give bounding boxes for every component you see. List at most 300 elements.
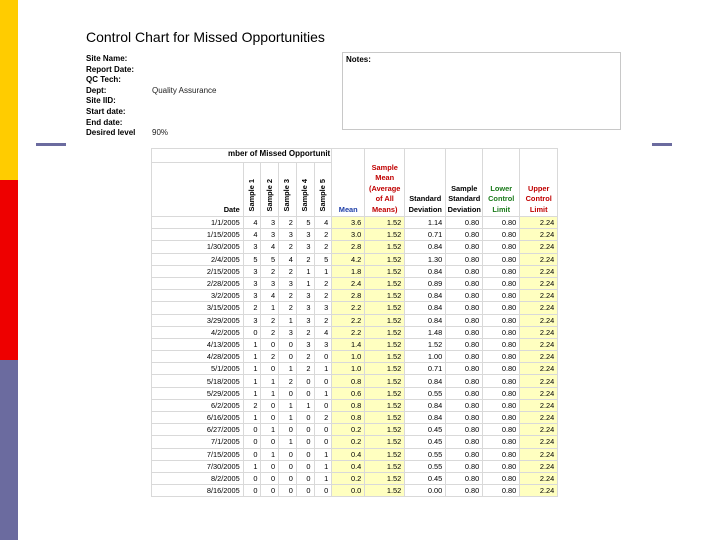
cell-sample-1: 1 — [243, 412, 261, 424]
cell-sample-1: 0 — [243, 472, 261, 484]
cell-sample-5: 0 — [314, 485, 332, 497]
table-row — [152, 265, 558, 277]
header-sample-5: Sample 5 — [314, 163, 332, 217]
cell-std-dev: 0.84 — [405, 241, 446, 253]
cell-ucl: 2.24 — [520, 253, 558, 265]
cell-lcl: 0.80 — [483, 375, 520, 387]
cell-std-dev: 0.89 — [405, 277, 446, 289]
cell-sample-mean: 1.52 — [365, 253, 405, 265]
table-row — [152, 217, 558, 229]
cell-sample-3: 1 — [279, 436, 297, 448]
info-row — [86, 86, 216, 97]
info-label: End date: — [86, 117, 123, 127]
cell-sample-5: 4 — [314, 217, 332, 229]
cell-sample-4: 0 — [296, 460, 314, 472]
cell-ucl: 2.24 — [520, 290, 558, 302]
cell-ucl: 2.24 — [520, 229, 558, 241]
cell-sample-std-dev: 0.80 — [446, 387, 483, 399]
table-row — [152, 412, 558, 424]
table-row — [152, 253, 558, 265]
cell-ucl: 2.24 — [520, 302, 558, 314]
table-row — [152, 351, 558, 363]
cell-sample-3: 3 — [279, 277, 297, 289]
cell-sample-3: 0 — [279, 448, 297, 460]
cell-sample-4: 0 — [296, 375, 314, 387]
cell-sample-3: 2 — [279, 375, 297, 387]
cell-sample-5: 1 — [314, 387, 332, 399]
cell-sample-2: 0 — [261, 485, 279, 497]
cell-sample-2: 0 — [261, 399, 279, 411]
cell-sample-mean: 1.52 — [365, 290, 405, 302]
cell-sample-2: 0 — [261, 436, 279, 448]
table-row — [152, 472, 558, 484]
cell-sample-5: 0 — [314, 375, 332, 387]
cell-sample-mean: 1.52 — [365, 485, 405, 497]
cell-lcl: 0.80 — [483, 448, 520, 460]
table-row — [152, 229, 558, 241]
cell-sample-3: 2 — [279, 217, 297, 229]
cell-sample-std-dev: 0.80 — [446, 424, 483, 436]
info-row — [86, 128, 216, 139]
cell-sample-2: 0 — [261, 363, 279, 375]
cell-sample-mean: 1.52 — [365, 472, 405, 484]
cell-std-dev: 0.84 — [405, 412, 446, 424]
cell-mean: 1.8 — [332, 265, 365, 277]
cell-ucl: 2.24 — [520, 448, 558, 460]
cell-sample-std-dev: 0.80 — [446, 472, 483, 484]
info-label: Report Date: — [86, 64, 135, 74]
cell-ucl: 2.24 — [520, 326, 558, 338]
info-label: Start date: — [86, 106, 126, 116]
cell-sample-1: 3 — [243, 314, 261, 326]
cell-sample-mean: 1.52 — [365, 277, 405, 289]
cell-sample-2: 4 — [261, 241, 279, 253]
cell-sample-mean: 1.52 — [365, 363, 405, 375]
cell-sample-mean: 1.52 — [365, 217, 405, 229]
cell-sample-mean: 1.52 — [365, 375, 405, 387]
cell-sample-std-dev: 0.80 — [446, 338, 483, 350]
cell-mean: 2.8 — [332, 241, 365, 253]
cell-sample-1: 3 — [243, 265, 261, 277]
cell-mean: 0.2 — [332, 472, 365, 484]
cell-sample-std-dev: 0.80 — [446, 375, 483, 387]
cell-lcl: 0.80 — [483, 241, 520, 253]
cell-mean: 2.8 — [332, 290, 365, 302]
cell-sample-5: 2 — [314, 229, 332, 241]
cell-sample-mean: 1.52 — [365, 302, 405, 314]
cell-sample-2: 2 — [261, 351, 279, 363]
cell-ucl: 2.24 — [520, 338, 558, 350]
cell-lcl: 0.80 — [483, 424, 520, 436]
table-row — [152, 241, 558, 253]
table-row — [152, 448, 558, 460]
cell-sample-2: 1 — [261, 448, 279, 460]
header-ucl: Upper Control Limit — [520, 149, 558, 217]
cell-sample-3: 1 — [279, 412, 297, 424]
cell-sample-std-dev: 0.80 — [446, 363, 483, 375]
cell-std-dev: 1.52 — [405, 338, 446, 350]
cell-sample-std-dev: 0.80 — [446, 217, 483, 229]
table-row — [152, 436, 558, 448]
cell-sample-3: 1 — [279, 314, 297, 326]
cell-mean: 2.4 — [332, 277, 365, 289]
cell-lcl: 0.80 — [483, 229, 520, 241]
cell-sample-std-dev: 0.80 — [446, 253, 483, 265]
cell-sample-4: 3 — [296, 229, 314, 241]
info-label: QC Tech: — [86, 75, 121, 85]
cell-sample-4: 0 — [296, 387, 314, 399]
info-label: Desired level — [86, 128, 136, 138]
cell-mean: 1.4 — [332, 338, 365, 350]
cell-sample-5: 2 — [314, 290, 332, 302]
info-value: Quality Assurance — [152, 85, 217, 95]
cell-mean: 0.8 — [332, 375, 365, 387]
cell-sample-4: 5 — [296, 217, 314, 229]
header-sample-1: Sample 1 — [243, 163, 261, 217]
cell-sample-2: 1 — [261, 375, 279, 387]
cell-sample-3: 0 — [279, 338, 297, 350]
cell-sample-5: 0 — [314, 399, 332, 411]
cell-ucl: 2.24 — [520, 265, 558, 277]
cell-lcl: 0.80 — [483, 436, 520, 448]
info-value: 90% — [152, 128, 169, 138]
cell-date: 4/2/2005 — [152, 326, 244, 338]
cell-sample-3: 1 — [279, 399, 297, 411]
cell-sample-5: 1 — [314, 265, 332, 277]
cell-date: 2/28/2005 — [152, 277, 244, 289]
cell-std-dev: 0.71 — [405, 363, 446, 375]
cell-lcl: 0.80 — [483, 399, 520, 411]
cell-ucl: 2.24 — [520, 277, 558, 289]
cell-sample-3: 0 — [279, 424, 297, 436]
cell-lcl: 0.80 — [483, 363, 520, 375]
cell-sample-std-dev: 0.80 — [446, 448, 483, 460]
group-header: mber of Missed Opportunit — [152, 149, 332, 163]
cell-sample-2: 0 — [261, 338, 279, 350]
cell-sample-3: 4 — [279, 253, 297, 265]
cell-lcl: 0.80 — [483, 217, 520, 229]
cell-sample-4: 1 — [296, 277, 314, 289]
cell-std-dev: 1.14 — [405, 217, 446, 229]
cell-ucl: 2.24 — [520, 399, 558, 411]
cell-sample-4: 0 — [296, 424, 314, 436]
cell-sample-std-dev: 0.80 — [446, 399, 483, 411]
cell-mean: 3.6 — [332, 217, 365, 229]
cell-sample-std-dev: 0.80 — [446, 277, 483, 289]
cell-ucl: 2.24 — [520, 436, 558, 448]
accent-bar-red — [0, 180, 18, 360]
cell-sample-4: 0 — [296, 448, 314, 460]
cell-sample-2: 5 — [261, 253, 279, 265]
cell-mean: 4.2 — [332, 253, 365, 265]
cell-ucl: 2.24 — [520, 217, 558, 229]
info-row — [86, 65, 216, 76]
notes-box[interactable] — [342, 52, 621, 130]
cell-sample-mean: 1.52 — [365, 229, 405, 241]
cell-sample-3: 2 — [279, 290, 297, 302]
cell-sample-1: 1 — [243, 460, 261, 472]
cell-std-dev: 1.30 — [405, 253, 446, 265]
cell-mean: 0.4 — [332, 448, 365, 460]
control-chart-table — [151, 148, 558, 497]
cell-mean: 0.2 — [332, 424, 365, 436]
header-date: Date — [152, 163, 244, 217]
divider-left — [36, 143, 66, 146]
cell-std-dev: 1.00 — [405, 351, 446, 363]
cell-date: 1/30/2005 — [152, 241, 244, 253]
info-row — [86, 118, 216, 129]
cell-sample-4: 0 — [296, 485, 314, 497]
cell-sample-2: 3 — [261, 229, 279, 241]
cell-lcl: 0.80 — [483, 290, 520, 302]
cell-sample-2: 3 — [261, 217, 279, 229]
cell-sample-mean: 1.52 — [365, 436, 405, 448]
cell-sample-5: 5 — [314, 253, 332, 265]
cell-ucl: 2.24 — [520, 351, 558, 363]
table-row — [152, 387, 558, 399]
info-row — [86, 75, 216, 86]
table-row — [152, 326, 558, 338]
cell-lcl: 0.80 — [483, 277, 520, 289]
cell-date: 6/27/2005 — [152, 424, 244, 436]
cell-mean: 2.2 — [332, 314, 365, 326]
cell-mean: 0.6 — [332, 387, 365, 399]
cell-mean: 0.8 — [332, 412, 365, 424]
cell-sample-mean: 1.52 — [365, 351, 405, 363]
cell-sample-std-dev: 0.80 — [446, 265, 483, 277]
cell-sample-1: 4 — [243, 229, 261, 241]
cell-date: 4/13/2005 — [152, 338, 244, 350]
cell-date: 5/29/2005 — [152, 387, 244, 399]
cell-std-dev: 0.55 — [405, 387, 446, 399]
cell-sample-2: 4 — [261, 290, 279, 302]
notes-label: Notes: — [346, 55, 371, 64]
cell-sample-4: 0 — [296, 472, 314, 484]
cell-std-dev: 0.84 — [405, 265, 446, 277]
cell-sample-std-dev: 0.80 — [446, 460, 483, 472]
cell-lcl: 0.80 — [483, 265, 520, 277]
cell-sample-5: 3 — [314, 338, 332, 350]
cell-date: 3/2/2005 — [152, 290, 244, 302]
cell-sample-mean: 1.52 — [365, 265, 405, 277]
cell-sample-mean: 1.52 — [365, 314, 405, 326]
cell-date: 5/18/2005 — [152, 375, 244, 387]
cell-sample-2: 2 — [261, 314, 279, 326]
cell-std-dev: 0.84 — [405, 399, 446, 411]
cell-date: 8/2/2005 — [152, 472, 244, 484]
cell-lcl: 0.80 — [483, 338, 520, 350]
cell-lcl: 0.80 — [483, 314, 520, 326]
cell-date: 3/29/2005 — [152, 314, 244, 326]
cell-sample-4: 3 — [296, 241, 314, 253]
cell-date: 2/15/2005 — [152, 265, 244, 277]
cell-lcl: 0.80 — [483, 472, 520, 484]
cell-std-dev: 0.84 — [405, 375, 446, 387]
cell-sample-1: 4 — [243, 217, 261, 229]
cell-sample-5: 2 — [314, 277, 332, 289]
cell-mean: 3.0 — [332, 229, 365, 241]
cell-ucl: 2.24 — [520, 387, 558, 399]
cell-date: 3/15/2005 — [152, 302, 244, 314]
accent-bar-yellow — [0, 0, 18, 180]
cell-sample-5: 1 — [314, 460, 332, 472]
cell-sample-1: 1 — [243, 351, 261, 363]
cell-sample-1: 1 — [243, 338, 261, 350]
cell-sample-5: 0 — [314, 436, 332, 448]
cell-sample-5: 0 — [314, 351, 332, 363]
cell-sample-3: 2 — [279, 265, 297, 277]
table-row — [152, 485, 558, 497]
cell-sample-1: 0 — [243, 436, 261, 448]
cell-std-dev: 0.84 — [405, 302, 446, 314]
cell-lcl: 0.80 — [483, 485, 520, 497]
cell-date: 2/4/2005 — [152, 253, 244, 265]
cell-sample-1: 2 — [243, 302, 261, 314]
cell-sample-std-dev: 0.80 — [446, 229, 483, 241]
info-label: Site Name: — [86, 54, 128, 63]
cell-sample-5: 4 — [314, 326, 332, 338]
info-row — [86, 54, 216, 65]
table-row — [152, 375, 558, 387]
cell-ucl: 2.24 — [520, 375, 558, 387]
cell-date: 7/15/2005 — [152, 448, 244, 460]
header-mean: Mean — [332, 149, 365, 217]
header-lcl: Lower Control Limit — [483, 149, 520, 217]
cell-mean: 0.0 — [332, 485, 365, 497]
cell-date: 1/15/2005 — [152, 229, 244, 241]
cell-sample-mean: 1.52 — [365, 448, 405, 460]
table-row — [152, 302, 558, 314]
cell-sample-std-dev: 0.80 — [446, 326, 483, 338]
table-row — [152, 460, 558, 472]
cell-sample-3: 2 — [279, 241, 297, 253]
table-row — [152, 277, 558, 289]
cell-sample-4: 2 — [296, 351, 314, 363]
cell-sample-1: 5 — [243, 253, 261, 265]
cell-sample-4: 2 — [296, 326, 314, 338]
cell-std-dev: 0.00 — [405, 485, 446, 497]
cell-sample-3: 3 — [279, 229, 297, 241]
cell-sample-1: 3 — [243, 241, 261, 253]
header-sample-2: Sample 2 — [261, 163, 279, 217]
cell-sample-4: 1 — [296, 399, 314, 411]
info-label: Site IID: — [86, 96, 116, 106]
cell-date: 4/28/2005 — [152, 351, 244, 363]
table-row — [152, 338, 558, 350]
cell-sample-1: 3 — [243, 277, 261, 289]
header-sample-std-dev: Sample Standard Deviation — [446, 149, 483, 217]
divider-right — [652, 143, 672, 146]
cell-mean: 1.0 — [332, 363, 365, 375]
cell-ucl: 2.24 — [520, 314, 558, 326]
cell-sample-3: 3 — [279, 326, 297, 338]
cell-lcl: 0.80 — [483, 253, 520, 265]
table-row — [152, 399, 558, 411]
cell-sample-4: 2 — [296, 363, 314, 375]
cell-sample-mean: 1.52 — [365, 399, 405, 411]
cell-sample-2: 1 — [261, 424, 279, 436]
cell-mean: 0.2 — [332, 436, 365, 448]
cell-sample-3: 0 — [279, 460, 297, 472]
cell-sample-std-dev: 0.80 — [446, 485, 483, 497]
cell-sample-2: 0 — [261, 412, 279, 424]
cell-sample-3: 2 — [279, 302, 297, 314]
accent-bar-blue — [0, 360, 18, 540]
cell-sample-mean: 1.52 — [365, 326, 405, 338]
cell-date: 5/1/2005 — [152, 363, 244, 375]
cell-sample-5: 1 — [314, 472, 332, 484]
cell-sample-std-dev: 0.80 — [446, 351, 483, 363]
cell-date: 7/1/2005 — [152, 436, 244, 448]
cell-sample-5: 1 — [314, 448, 332, 460]
cell-date: 7/30/2005 — [152, 460, 244, 472]
cell-sample-3: 1 — [279, 363, 297, 375]
cell-sample-1: 0 — [243, 448, 261, 460]
cell-sample-std-dev: 0.80 — [446, 412, 483, 424]
cell-sample-std-dev: 0.80 — [446, 302, 483, 314]
cell-sample-2: 1 — [261, 302, 279, 314]
cell-mean: 2.2 — [332, 326, 365, 338]
cell-sample-2: 2 — [261, 265, 279, 277]
cell-mean: 0.8 — [332, 399, 365, 411]
table-row — [152, 290, 558, 302]
cell-std-dev: 0.84 — [405, 290, 446, 302]
cell-date: 6/16/2005 — [152, 412, 244, 424]
cell-sample-3: 0 — [279, 387, 297, 399]
cell-sample-mean: 1.52 — [365, 387, 405, 399]
cell-ucl: 2.24 — [520, 460, 558, 472]
cell-sample-4: 3 — [296, 314, 314, 326]
page-title: Control Chart for Missed Opportunities — [86, 29, 325, 45]
cell-sample-1: 2 — [243, 399, 261, 411]
cell-sample-1: 3 — [243, 290, 261, 302]
header-sample-mean: Sample Mean (Average of All Means) — [365, 149, 405, 217]
cell-ucl: 2.24 — [520, 485, 558, 497]
info-block — [86, 54, 216, 139]
cell-ucl: 2.24 — [520, 424, 558, 436]
cell-std-dev: 0.84 — [405, 314, 446, 326]
cell-sample-std-dev: 0.80 — [446, 314, 483, 326]
cell-sample-5: 2 — [314, 241, 332, 253]
cell-sample-2: 0 — [261, 472, 279, 484]
cell-sample-1: 0 — [243, 424, 261, 436]
cell-sample-std-dev: 0.80 — [446, 436, 483, 448]
cell-sample-5: 2 — [314, 412, 332, 424]
cell-std-dev: 0.45 — [405, 472, 446, 484]
cell-sample-4: 3 — [296, 338, 314, 350]
cell-lcl: 0.80 — [483, 387, 520, 399]
cell-sample-std-dev: 0.80 — [446, 290, 483, 302]
cell-ucl: 2.24 — [520, 363, 558, 375]
cell-sample-5: 0 — [314, 424, 332, 436]
cell-sample-4: 2 — [296, 253, 314, 265]
header-sample-4: Sample 4 — [296, 163, 314, 217]
cell-sample-2: 1 — [261, 387, 279, 399]
cell-std-dev: 0.45 — [405, 424, 446, 436]
cell-ucl: 2.24 — [520, 412, 558, 424]
cell-lcl: 0.80 — [483, 412, 520, 424]
cell-ucl: 2.24 — [520, 472, 558, 484]
cell-sample-4: 3 — [296, 290, 314, 302]
cell-std-dev: 0.45 — [405, 436, 446, 448]
cell-sample-mean: 1.52 — [365, 460, 405, 472]
cell-sample-4: 0 — [296, 412, 314, 424]
cell-sample-1: 0 — [243, 485, 261, 497]
header-sample-3: Sample 3 — [279, 163, 297, 217]
cell-sample-3: 0 — [279, 351, 297, 363]
cell-sample-mean: 1.52 — [365, 424, 405, 436]
table-row — [152, 424, 558, 436]
